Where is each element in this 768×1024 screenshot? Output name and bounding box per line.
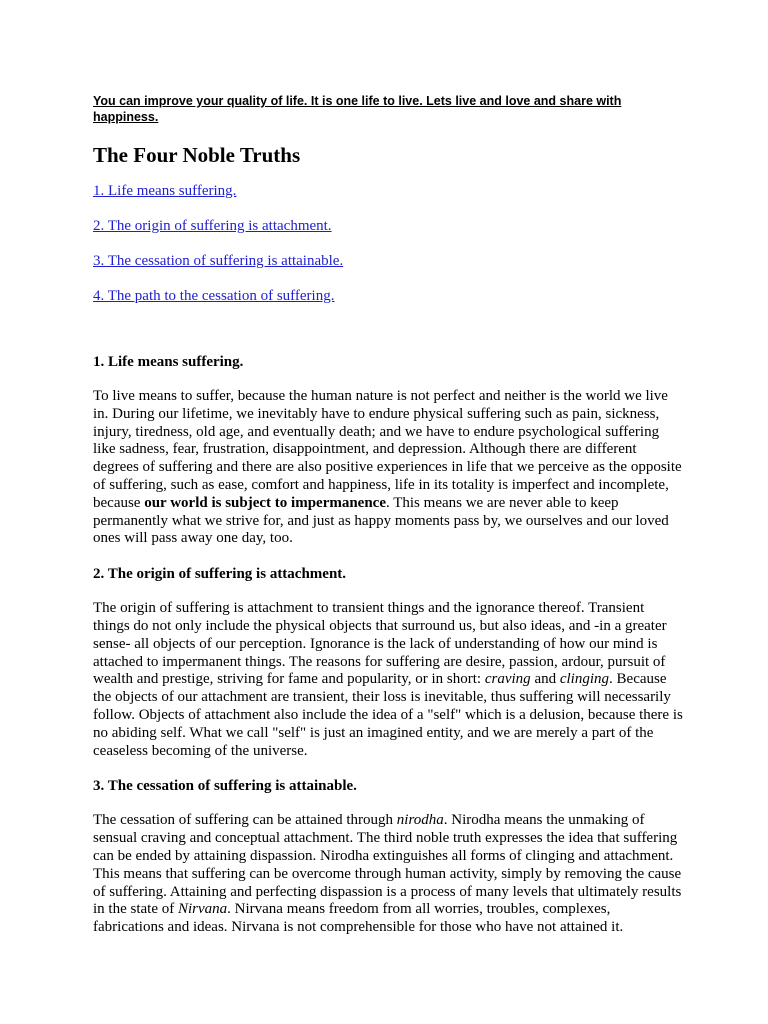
term-craving: craving: [484, 671, 531, 688]
section-heading-1: 1. Life means suffering.: [93, 354, 244, 370]
intro-line: You can improve your quality of life. It is one life to live. Lets live and love and share with happiness.: [93, 94, 622, 124]
emphasis-impermanence: our world is subject to impermanence: [144, 494, 386, 511]
term-nirvana: Nirvana: [177, 901, 228, 918]
term-clinging: clinging: [559, 671, 610, 688]
document-page: [93, 93, 693, 954]
section-heading-2: 2. The origin of suffering is attachment.: [93, 566, 347, 583]
toc-link-1[interactable]: 1. Life means suffering.: [93, 183, 237, 199]
toc-item: [93, 287, 693, 305]
section-paragraph-3: The cessation of suffering can be attained through nirodha. Nirodha means the unmaking of sensual craving and conceptual attachment. The third noble truth expresses the idea that suffering can be ended by attaining dispassion. Nirodha extinguishes all forms of clinging and attachment. This means that suffering can be overcome through human activity, simply by removing the cause of suffering. Attaining and perfecting dispassion is a process of many levels that ultimately results in the state of Nirvana. Nirvana means freedom from all worries, troubles, complexes, fabrications and ideas. Nirvana is not comprehensible for those who have not attained it.: [93, 812, 682, 936]
toc-item: [93, 217, 693, 235]
toc-link-4[interactable]: 4. The path to the cessation of suffering.: [93, 288, 335, 304]
section-paragraph-1: To live means to suffer, because the human nature is not perfect and neither is the world we live in. During our lifetime, we inevitably have to endure physical suffering such as pain, sickness, injury, tiredness, old age, and eventually death; and we have to endure psychological suffering like sadness, fear, frustration, disappointment, and depression. Although there are different degrees of suffering and there are also positive experiences in life that we perceive as the opposite of suffering, such as ease, comfort and happiness, life in its totality is imperfect and incomplete, because our world is subject to impermanence. This means we are never able to keep permanently what we strive for, and just as happy moments pass by, we ourselves and our loved ones will pass away one day, too.: [93, 388, 682, 547]
toc-item: [93, 182, 693, 200]
section-paragraph-2: The origin of suffering is attachment to transient things and the ignorance thereof. Transient things do not only include the physical objects that surround us, but also ideas, and -in a greater sense- all objects of our perception. Ignorance is the lack of understanding of how our mind is attached to impermanent things. The reasons for suffering are desire, passion, ardour, pursuit of wealth and prestige, striving for fame and popularity, or in short: craving and clinging. Because the objects of our attachment are transient, their loss is inevitable, thus suffering will necessarily follow. Objects of attachment also include the idea of a "self" which is a delusion, because there is no abiding self. What we call "self" is just an imagined entity, and we are merely a part of the ceaseless becoming of the universe.: [93, 600, 683, 759]
toc-item: [93, 252, 693, 270]
toc-link-2[interactable]: 2. The origin of suffering is attachment.: [93, 218, 332, 234]
toc-link-3[interactable]: 3. The cessation of suffering is attainable.: [93, 253, 344, 269]
page-title: The Four Noble Truths: [93, 143, 301, 167]
section-heading-3: 3. The cessation of suffering is attainable.: [93, 778, 357, 795]
table-of-contents: [93, 182, 693, 305]
term-nirodha: nirodha: [396, 812, 444, 829]
